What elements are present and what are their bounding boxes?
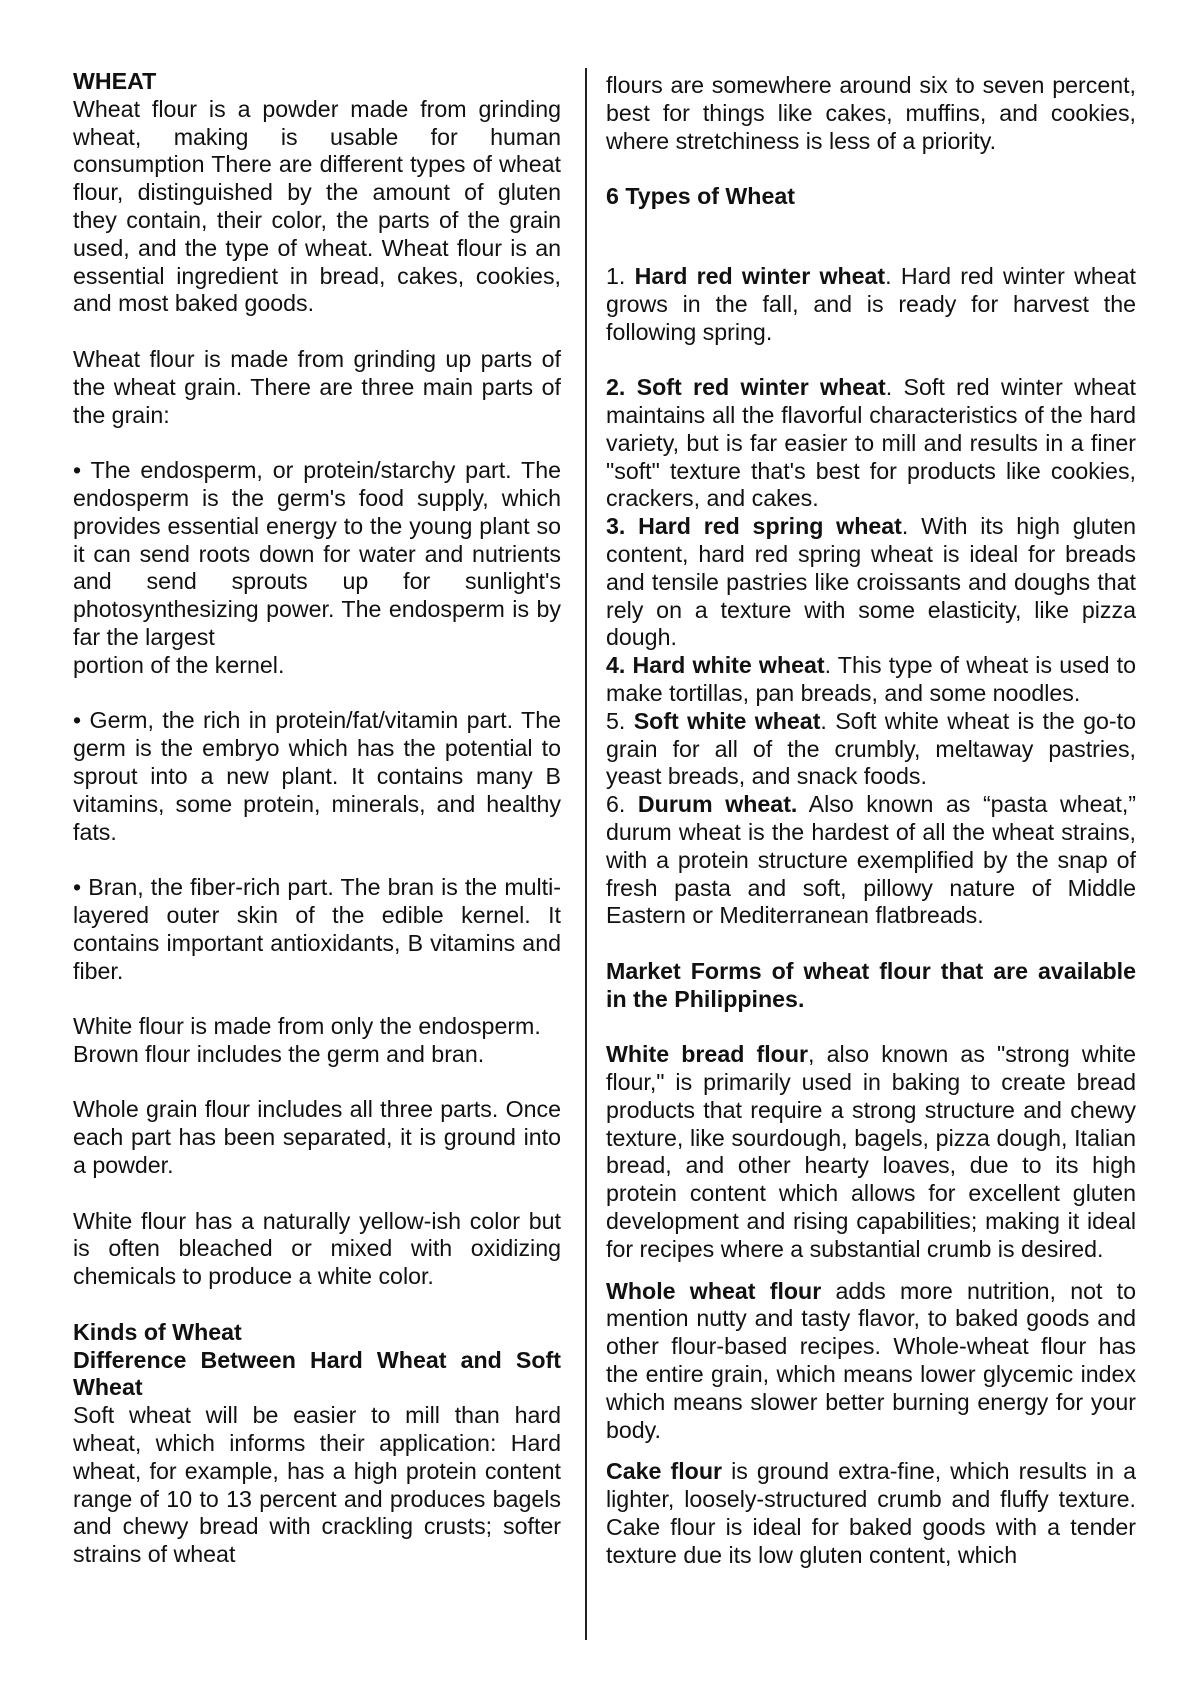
paragraph-continued: flours are somewhere around six to seven percent, best for things like cakes, muffins, and cookies, where stretchiness is less of a priority. <box>606 72 1136 154</box>
type-2-name: 2. Soft red winter wheat <box>606 374 886 401</box>
heading-types: 6 Types of Wheat <box>606 183 795 210</box>
type-5-text: . Soft white wheat is the go-to grain for all of the crumbly, meltaway pastries, yeast breads, and snack foods. <box>606 707 1136 790</box>
type-2-text: . Soft red winter wheat maintains all the flavorful characteristics of the hard variety, but is far easier to mill and results in a finer "soft" texture that's best for products like cookies, crackers, and cakes. <box>606 374 1136 512</box>
market-2-text: adds more nutrition, not to mention nutty and tasty flavor, to baked goods and other flour-based recipes. Whole-wheat flour has the entire grain, which means lower glycemic index which means slower better burning energy for your body. <box>606 1277 1137 1443</box>
paragraph-germ: • Germ, the rich in protein/fat/vitamin part. The germ is the embryo which has the potential to sprout into a new plant. It contains many B vitamins, some protein, minerals, and healthy fats. <box>73 707 561 845</box>
type-6-name: Durum wheat. <box>637 791 798 818</box>
paragraph-color: White flour has a naturally yellow-ish color but is often bleached or mixed with oxidizing chemicals to produce a white color. <box>73 1207 561 1290</box>
column-divider <box>585 68 587 1640</box>
paragraph-endosperm-cont: portion of the kernel. <box>73 651 285 678</box>
type-5-name: Soft white wheat <box>633 707 821 734</box>
paragraph-white-flour: White flour is made from only the endosperm. <box>73 1013 541 1040</box>
type-1-number: 1. <box>606 262 626 289</box>
market-3-text: is ground extra-fine, which results in a lighter, loosely-structured crumb and fluffy texture. Cake flour is ideal for baked goods with a tender texture due its low gluten content, which <box>606 1458 1136 1568</box>
market-white-bread-flour <box>606 1041 1136 1263</box>
market-1-text: , also known as "strong white flour," is primarily used in baking to create bread products that require a strong structure and chewy texture, like sourdough, bagels, pizza dough, Italian bread, and other hearty loaves, due to its high protein content which allows for excellent gluten development and rising capabilities; making it ideal for recipes where a substantial crumb is desired. <box>606 1041 1136 1262</box>
heading-market-forms: Market Forms of wheat flour that are available in the Philippines. <box>606 957 1136 1012</box>
left-column <box>73 68 561 1569</box>
heading-difference: Difference Between Hard Wheat and Soft Wheat <box>73 1346 561 1401</box>
type-5-number: 5. <box>606 707 626 734</box>
type-3-text: . With its high gluten content, hard red spring wheat is ideal for breads and tensile pastries like croissants and doughs that rely on a texture with some elasticity, like pizza dough. <box>606 513 1136 651</box>
wheat-type-5 <box>606 708 1136 791</box>
right-column <box>606 72 1136 1570</box>
paragraph-brown-flour: Brown flour includes the germ and bran. <box>73 1040 485 1067</box>
type-3-name: 3. Hard red spring wheat <box>606 513 902 540</box>
wheat-type-4 <box>606 652 1136 708</box>
wheat-type-2 <box>606 374 1136 513</box>
heading-kinds: Kinds of Wheat <box>73 1318 242 1345</box>
paragraph-intro: Wheat flour is a powder made from grinding wheat, making is usable for human consumption There are different types of wheat flour, distinguished by the amount of gluten they contain, their color, the parts of the grain used, and the type of wheat. Wheat flour is an essential ingredient in bread, cakes, cookies, and most baked goods. <box>73 95 561 317</box>
type-6-text: Also known as “pasta wheat,” durum wheat is the hardest of all the wheat strains, with a protein structure exemplified by the snap of fresh pasta and soft, pillowy nature of Middle Eastern or Mediterranean flatbreads. <box>606 791 1136 929</box>
wheat-type-3 <box>606 513 1136 652</box>
paragraph-whole-grain: Whole grain flour includes all three parts. Once each part has been separated, it is ground into a powder. <box>73 1096 561 1179</box>
paragraph-bran: • Bran, the fiber-rich part. The bran is the multi-layered outer skin of the edible kernel. It contains important antioxidants, B vitamins and fiber. <box>73 874 561 984</box>
wheat-type-1 <box>606 263 1136 346</box>
type-1-text: . Hard red winter wheat grows in the fall, and is ready for harvest the following spring. <box>606 262 1136 345</box>
paragraph-endosperm: • The endosperm, or protein/starchy part. The endosperm is the germ's food supply, which provides essential energy to the young plant so it can send roots down for water and nutrients and send sprouts up for sunlight's photosynthesizing power. The endosperm is by far the largest <box>73 457 561 650</box>
paragraph-hard-soft: Soft wheat will be easier to mill than hard wheat, which informs their application: Hard wheat, for example, has a high protein content range of 10 to 13 percent and produces bagels and chewy bread with crackling crusts; softer strains of wheat <box>73 1402 561 1568</box>
type-1-name: Hard red winter wheat <box>634 262 886 289</box>
market-3-name: Cake flour <box>606 1458 723 1485</box>
wheat-type-6 <box>606 791 1136 930</box>
doc-title: WHEAT <box>73 68 157 94</box>
type-6-number: 6. <box>606 791 626 818</box>
market-whole-wheat-flour <box>606 1278 1136 1445</box>
market-2-name: Whole wheat flour <box>606 1277 822 1304</box>
market-1-name: White bread flour <box>606 1041 809 1068</box>
market-cake-flour <box>606 1458 1136 1569</box>
type-4-name: 4. Hard white wheat <box>606 652 825 679</box>
paragraph-grain-parts: Wheat flour is made from grinding up parts of the wheat grain. There are three main parts of the grain: <box>73 345 561 428</box>
type-4-text: . This type of wheat is used to make tortillas, pan breads, and some noodles. <box>606 652 1136 706</box>
